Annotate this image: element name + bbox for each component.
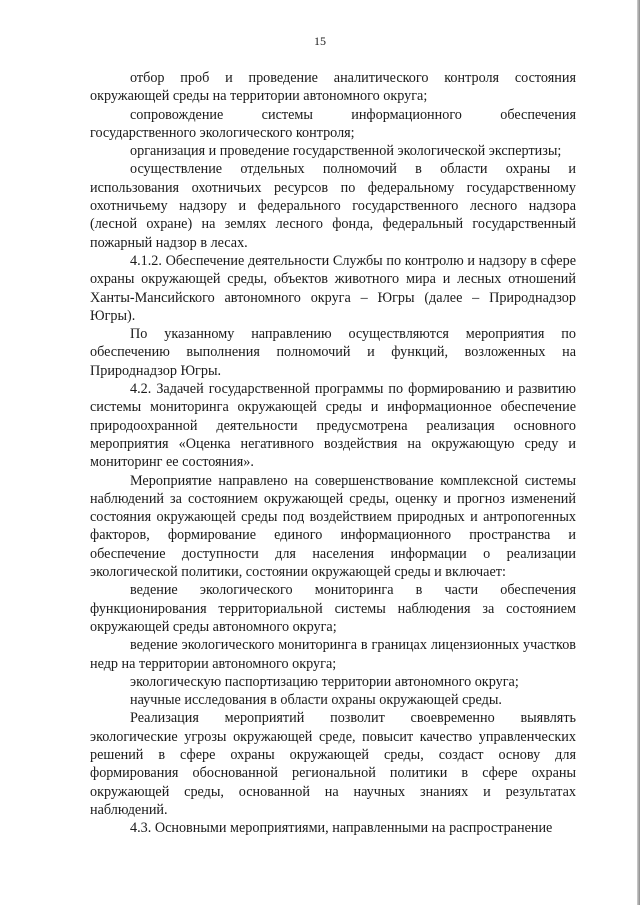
paragraph: 4.2. Задачей государственной программы по формированию и развитию системы мониторинга окружающей среды и информационное обеспечение природоохранной деятельности предусмотрена реализация основного мероприятия «Оценка негативного воздействия на окружающую среду и мониторинг ее состояния».: [90, 381, 576, 471]
page-number: 15: [314, 34, 326, 48]
paragraph: отбор проб и проведение аналитического контроля состояния окружающей среды на территории автономного округа;: [90, 70, 576, 105]
paragraph: научные исследования в области охраны окружающей среды.: [130, 692, 502, 709]
paragraph: организация и проведение государственной экологической экспертизы;: [130, 143, 562, 160]
paragraph: По указанному направлению осуществляются мероприятия по обеспечению выполнения полномочий и функций, возложенных на Природнадзор Югры.: [90, 326, 576, 379]
paragraph: Мероприятие направлено на совершенствование комплексной системы наблюдений за состоянием окружающей среды, оценку и прогноз изменений состояния окружающей среды под воздействием природных и антропогенных факторов, формирование единого информационного пространства и обеспечение доступности для населения информации о реализации экологической политики, состоянии окружающей среды и включает:: [90, 472, 576, 581]
paragraph: Реализация мероприятий позволит своевременно выявлять экологические угрозы окружающей среде, повысит качество управленческих решений в сфере охраны окружающей среды, создаст основу для формирования обоснованной региональной политики в сфере охраны окружающей среды, основанной на научных знаниях и результатах наблюдений.: [90, 710, 576, 818]
paragraph: ведение экологического мониторинга в части обеспечения функционирования территориальной системы наблюдения за состоянием окружающей среды автономного округа;: [90, 582, 576, 635]
paragraph: ведение экологического мониторинга в границах лицензионных участков недр на территории автономного округа;: [90, 637, 576, 672]
paragraph: 4.3. Основными мероприятиями, направленными на распространение: [130, 820, 553, 837]
paragraph: 4.1.2. Обеспечение деятельности Службы по контролю и надзору в сфере охраны окружающей среды, объектов животного мира и лесных отношений Ханты-Мансийского автономного округа – Югры (далее – Природнадзор Югры).: [90, 252, 576, 324]
body-text: [90, 69, 576, 837]
paragraph: экологическую паспортизацию территории автономного округа;: [130, 673, 519, 690]
paragraph: сопровождение системы информационного обеспечения государственного экологического контроля;: [90, 106, 576, 141]
paragraph: осуществление отдельных полномочий в области охраны и использования охотничьих ресурсов по федеральному государственному охотничьему надзору и федерального государственного лесного надзора (лесной охране) на землях лесного фонда, федеральный государственный пожарный надзор в лесах.: [90, 161, 576, 251]
